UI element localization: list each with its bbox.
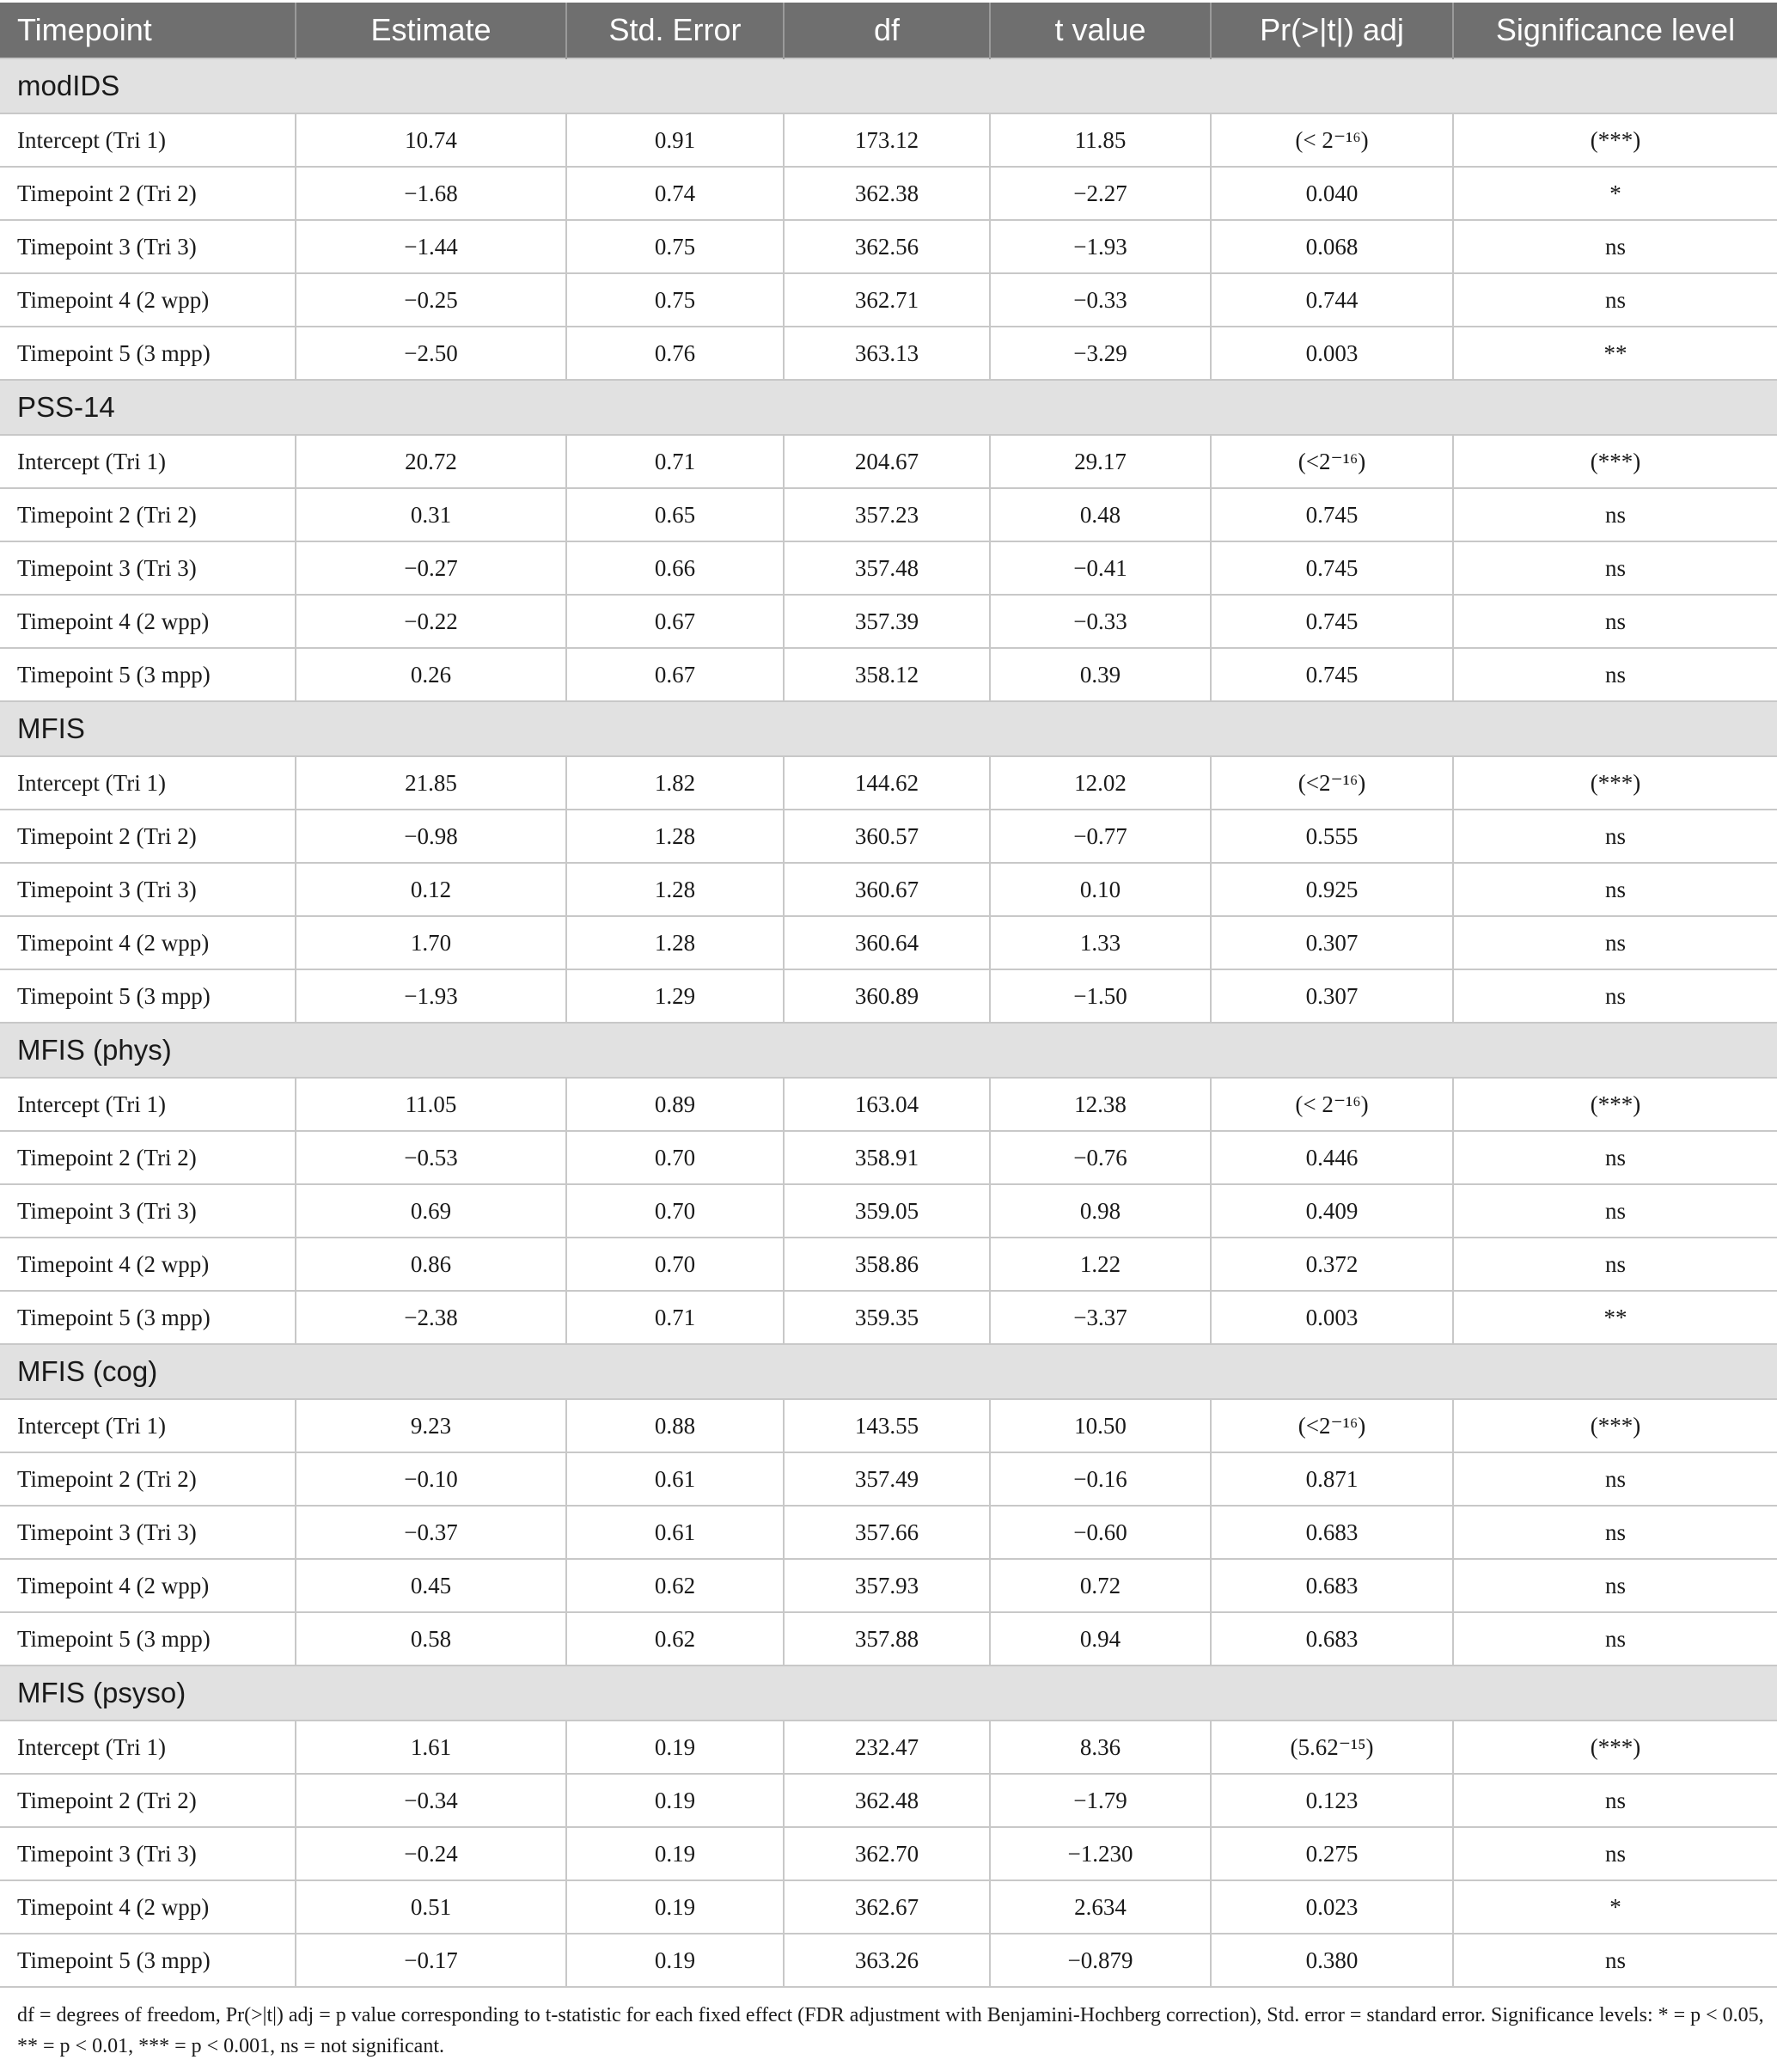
table-row <box>0 916 1777 969</box>
p-adj-cell: 0.123 <box>1211 1774 1453 1827</box>
significance-cell: ns <box>1453 1238 1777 1291</box>
t-value-cell: 8.36 <box>990 1721 1211 1774</box>
estimate-cell: −0.24 <box>296 1827 566 1880</box>
table-row <box>0 1452 1777 1506</box>
significance-cell: ns <box>1453 863 1777 916</box>
section-row <box>0 1344 1777 1399</box>
estimate-cell: 0.31 <box>296 488 566 541</box>
std-error-cell: 0.19 <box>566 1827 784 1880</box>
timepoint-cell: Timepoint 5 (3 mpp) <box>0 1291 296 1344</box>
significance-cell: ** <box>1453 1291 1777 1344</box>
p-adj-cell: 0.003 <box>1211 1291 1453 1344</box>
timepoint-cell: Timepoint 5 (3 mpp) <box>0 969 296 1023</box>
p-adj-cell: 0.925 <box>1211 863 1453 916</box>
table-row <box>0 863 1777 916</box>
estimate-cell: −0.10 <box>296 1452 566 1506</box>
header-row <box>0 3 1777 58</box>
df-cell: 144.62 <box>784 756 990 810</box>
std-error-cell: 0.70 <box>566 1238 784 1291</box>
df-cell: 357.23 <box>784 488 990 541</box>
t-value-cell: 0.72 <box>990 1559 1211 1612</box>
std-error-cell: 0.66 <box>566 541 784 595</box>
estimate-cell: 0.86 <box>296 1238 566 1291</box>
df-cell: 163.04 <box>784 1078 990 1131</box>
p-adj-cell: (< 2⁻¹⁶) <box>1211 1078 1453 1131</box>
table-footnote: df = degrees of freedom, Pr(>|t|) adj = p value corresponding to t-statistic for each fixed effect (FDR adjustment with Benjamini-Hochberg correction), Std. error = standard error. Significance levels: * = p < 0.05, ** = p < 0.01, *** = p < 0.001, ns = not significant. <box>17 2004 1764 2057</box>
df-cell: 360.57 <box>784 810 990 863</box>
estimate-cell: −1.44 <box>296 220 566 273</box>
table-row <box>0 1131 1777 1184</box>
timepoint-cell: Timepoint 5 (3 mpp) <box>0 1934 296 1987</box>
df-cell: 357.39 <box>784 595 990 648</box>
df-cell: 357.48 <box>784 541 990 595</box>
t-value-cell: −0.41 <box>990 541 1211 595</box>
std-error-cell: 1.82 <box>566 756 784 810</box>
table-row <box>0 273 1777 327</box>
p-adj-cell: (< 2⁻¹⁶) <box>1211 113 1453 167</box>
significance-cell: (***) <box>1453 113 1777 167</box>
table-row <box>0 1827 1777 1880</box>
section-row <box>0 58 1777 113</box>
std-error-cell: 1.28 <box>566 810 784 863</box>
t-value-cell: −0.60 <box>990 1506 1211 1559</box>
timepoint-cell: Timepoint 3 (Tri 3) <box>0 1506 296 1559</box>
estimate-cell: −2.38 <box>296 1291 566 1344</box>
t-value-cell: 12.02 <box>990 756 1211 810</box>
table-row <box>0 969 1777 1023</box>
t-value-cell: −0.77 <box>990 810 1211 863</box>
p-adj-cell: 0.023 <box>1211 1880 1453 1934</box>
std-error-cell: 0.65 <box>566 488 784 541</box>
significance-cell: ns <box>1453 220 1777 273</box>
p-adj-cell: 0.446 <box>1211 1131 1453 1184</box>
table-row <box>0 1291 1777 1344</box>
col-header-t-value: t value <box>990 3 1211 58</box>
table-row <box>0 327 1777 380</box>
timepoint-cell: Timepoint 2 (Tri 2) <box>0 1131 296 1184</box>
p-adj-cell: (<2⁻¹⁶) <box>1211 435 1453 488</box>
timepoint-cell: Timepoint 4 (2 wpp) <box>0 273 296 327</box>
section-title: modIDS <box>0 58 1777 113</box>
p-adj-cell: (5.62⁻¹⁵) <box>1211 1721 1453 1774</box>
t-value-cell: −0.33 <box>990 273 1211 327</box>
std-error-cell: 0.19 <box>566 1774 784 1827</box>
df-cell: 357.66 <box>784 1506 990 1559</box>
section-title: PSS-14 <box>0 380 1777 435</box>
section-row <box>0 1023 1777 1078</box>
estimate-cell: 0.45 <box>296 1559 566 1612</box>
std-error-cell: 1.28 <box>566 916 784 969</box>
timepoint-cell: Timepoint 3 (Tri 3) <box>0 1827 296 1880</box>
table-row <box>0 167 1777 220</box>
significance-cell: ns <box>1453 810 1777 863</box>
estimate-cell: −0.25 <box>296 273 566 327</box>
timepoint-cell: Intercept (Tri 1) <box>0 113 296 167</box>
p-adj-cell: 0.744 <box>1211 273 1453 327</box>
col-header-std-error: Std. Error <box>566 3 784 58</box>
table-row <box>0 1078 1777 1131</box>
timepoint-cell: Intercept (Tri 1) <box>0 1078 296 1131</box>
df-cell: 362.71 <box>784 273 990 327</box>
t-value-cell: 1.33 <box>990 916 1211 969</box>
estimate-cell: −0.17 <box>296 1934 566 1987</box>
significance-cell: * <box>1453 167 1777 220</box>
timepoint-cell: Timepoint 4 (2 wpp) <box>0 1559 296 1612</box>
p-adj-cell: 0.409 <box>1211 1184 1453 1238</box>
timepoint-cell: Timepoint 2 (Tri 2) <box>0 167 296 220</box>
t-value-cell: −3.37 <box>990 1291 1211 1344</box>
table-row <box>0 1399 1777 1452</box>
std-error-cell: 0.71 <box>566 1291 784 1344</box>
timepoint-cell: Intercept (Tri 1) <box>0 435 296 488</box>
timepoint-cell: Intercept (Tri 1) <box>0 756 296 810</box>
df-cell: 358.12 <box>784 648 990 701</box>
section-row <box>0 1666 1777 1721</box>
t-value-cell: −0.76 <box>990 1131 1211 1184</box>
df-cell: 362.70 <box>784 1827 990 1880</box>
significance-cell: * <box>1453 1880 1777 1934</box>
std-error-cell: 0.71 <box>566 435 784 488</box>
timepoint-cell: Timepoint 4 (2 wpp) <box>0 1880 296 1934</box>
std-error-cell: 0.62 <box>566 1559 784 1612</box>
estimate-cell: −0.53 <box>296 1131 566 1184</box>
t-value-cell: −1.230 <box>990 1827 1211 1880</box>
significance-cell: (***) <box>1453 756 1777 810</box>
t-value-cell: −0.879 <box>990 1934 1211 1987</box>
col-header-p-adj: Pr(>|t|) adj <box>1211 3 1453 58</box>
significance-cell: ns <box>1453 916 1777 969</box>
std-error-cell: 0.75 <box>566 273 784 327</box>
std-error-cell: 0.62 <box>566 1612 784 1666</box>
significance-cell: (***) <box>1453 1078 1777 1131</box>
p-adj-cell: 0.380 <box>1211 1934 1453 1987</box>
df-cell: 362.38 <box>784 167 990 220</box>
estimate-cell: −1.68 <box>296 167 566 220</box>
significance-cell: ns <box>1453 1934 1777 1987</box>
estimate-cell: 1.70 <box>296 916 566 969</box>
table-row <box>0 435 1777 488</box>
p-adj-cell: 0.745 <box>1211 541 1453 595</box>
timepoint-cell: Timepoint 4 (2 wpp) <box>0 1238 296 1291</box>
table-row <box>0 1506 1777 1559</box>
significance-cell: (***) <box>1453 1721 1777 1774</box>
estimate-cell: −0.27 <box>296 541 566 595</box>
t-value-cell: −2.27 <box>990 167 1211 220</box>
t-value-cell: −0.16 <box>990 1452 1211 1506</box>
df-cell: 358.86 <box>784 1238 990 1291</box>
df-cell: 232.47 <box>784 1721 990 1774</box>
significance-cell: ns <box>1453 541 1777 595</box>
timepoint-cell: Timepoint 2 (Tri 2) <box>0 488 296 541</box>
estimate-cell: 0.26 <box>296 648 566 701</box>
table-row <box>0 595 1777 648</box>
p-adj-cell: 0.372 <box>1211 1238 1453 1291</box>
timepoint-cell: Timepoint 3 (Tri 3) <box>0 1184 296 1238</box>
df-cell: 357.49 <box>784 1452 990 1506</box>
t-value-cell: 0.98 <box>990 1184 1211 1238</box>
t-value-cell: −0.33 <box>990 595 1211 648</box>
p-adj-cell: 0.745 <box>1211 488 1453 541</box>
estimate-cell: 0.58 <box>296 1612 566 1666</box>
significance-cell: ns <box>1453 1452 1777 1506</box>
t-value-cell: 10.50 <box>990 1399 1211 1452</box>
significance-cell: (***) <box>1453 1399 1777 1452</box>
t-value-cell: 2.634 <box>990 1880 1211 1934</box>
std-error-cell: 1.28 <box>566 863 784 916</box>
p-adj-cell: 0.683 <box>1211 1612 1453 1666</box>
df-cell: 359.05 <box>784 1184 990 1238</box>
section-title: MFIS (phys) <box>0 1023 1777 1078</box>
table-row <box>0 1934 1777 1987</box>
p-adj-cell: (<2⁻¹⁶) <box>1211 1399 1453 1452</box>
estimate-cell: −0.22 <box>296 595 566 648</box>
t-value-cell: 11.85 <box>990 113 1211 167</box>
table-row <box>0 541 1777 595</box>
table-header <box>0 3 1777 58</box>
df-cell: 204.67 <box>784 435 990 488</box>
timepoint-cell: Intercept (Tri 1) <box>0 1721 296 1774</box>
df-cell: 359.35 <box>784 1291 990 1344</box>
col-header-timepoint: Timepoint <box>0 3 296 58</box>
df-cell: 358.91 <box>784 1131 990 1184</box>
std-error-cell: 0.19 <box>566 1880 784 1934</box>
estimate-cell: 20.72 <box>296 435 566 488</box>
df-cell: 363.13 <box>784 327 990 380</box>
table-row <box>0 1774 1777 1827</box>
p-adj-cell: 0.871 <box>1211 1452 1453 1506</box>
significance-cell: ns <box>1453 1774 1777 1827</box>
estimate-cell: −0.37 <box>296 1506 566 1559</box>
p-adj-cell: 0.275 <box>1211 1827 1453 1880</box>
estimate-cell: 11.05 <box>296 1078 566 1131</box>
p-adj-cell: 0.307 <box>1211 969 1453 1023</box>
p-adj-cell: 0.307 <box>1211 916 1453 969</box>
results-table <box>0 3 1777 1988</box>
timepoint-cell: Timepoint 4 (2 wpp) <box>0 595 296 648</box>
t-value-cell: −1.93 <box>990 220 1211 273</box>
t-value-cell: 0.39 <box>990 648 1211 701</box>
df-cell: 357.88 <box>784 1612 990 1666</box>
p-adj-cell: 0.683 <box>1211 1559 1453 1612</box>
col-header-estimate: Estimate <box>296 3 566 58</box>
timepoint-cell: Intercept (Tri 1) <box>0 1399 296 1452</box>
estimate-cell: 21.85 <box>296 756 566 810</box>
table-body <box>0 58 1777 1987</box>
timepoint-cell: Timepoint 2 (Tri 2) <box>0 810 296 863</box>
table-row <box>0 1612 1777 1666</box>
significance-cell: ns <box>1453 1184 1777 1238</box>
std-error-cell: 0.67 <box>566 648 784 701</box>
significance-cell: ns <box>1453 273 1777 327</box>
table-row <box>0 220 1777 273</box>
significance-cell: ns <box>1453 1131 1777 1184</box>
p-adj-cell: 0.745 <box>1211 595 1453 648</box>
timepoint-cell: Timepoint 3 (Tri 3) <box>0 220 296 273</box>
t-value-cell: −3.29 <box>990 327 1211 380</box>
std-error-cell: 0.75 <box>566 220 784 273</box>
std-error-cell: 0.88 <box>566 1399 784 1452</box>
section-row <box>0 380 1777 435</box>
estimate-cell: 9.23 <box>296 1399 566 1452</box>
significance-cell: ns <box>1453 648 1777 701</box>
estimate-cell: −1.93 <box>296 969 566 1023</box>
std-error-cell: 0.61 <box>566 1452 784 1506</box>
t-value-cell: 0.10 <box>990 863 1211 916</box>
std-error-cell: 0.91 <box>566 113 784 167</box>
t-value-cell: −1.50 <box>990 969 1211 1023</box>
t-value-cell: 12.38 <box>990 1078 1211 1131</box>
section-title: MFIS (cog) <box>0 1344 1777 1399</box>
estimate-cell: −2.50 <box>296 327 566 380</box>
std-error-cell: 0.19 <box>566 1721 784 1774</box>
std-error-cell: 0.74 <box>566 167 784 220</box>
df-cell: 357.93 <box>784 1559 990 1612</box>
std-error-cell: 0.70 <box>566 1131 784 1184</box>
significance-cell: ns <box>1453 1506 1777 1559</box>
df-cell: 362.56 <box>784 220 990 273</box>
table-row <box>0 488 1777 541</box>
df-cell: 362.48 <box>784 1774 990 1827</box>
significance-cell: (***) <box>1453 435 1777 488</box>
std-error-cell: 0.67 <box>566 595 784 648</box>
timepoint-cell: Timepoint 3 (Tri 3) <box>0 863 296 916</box>
table-row <box>0 1880 1777 1934</box>
std-error-cell: 1.29 <box>566 969 784 1023</box>
significance-cell: ns <box>1453 1827 1777 1880</box>
t-value-cell: 0.94 <box>990 1612 1211 1666</box>
significance-cell: ns <box>1453 1559 1777 1612</box>
p-adj-cell: 0.003 <box>1211 327 1453 380</box>
table-row <box>0 113 1777 167</box>
timepoint-cell: Timepoint 3 (Tri 3) <box>0 541 296 595</box>
timepoint-cell: Timepoint 5 (3 mpp) <box>0 648 296 701</box>
section-title: MFIS <box>0 701 1777 756</box>
timepoint-cell: Timepoint 4 (2 wpp) <box>0 916 296 969</box>
df-cell: 363.26 <box>784 1934 990 1987</box>
significance-cell: ** <box>1453 327 1777 380</box>
timepoint-cell: Timepoint 5 (3 mpp) <box>0 1612 296 1666</box>
table-row <box>0 756 1777 810</box>
df-cell: 362.67 <box>784 1880 990 1934</box>
p-adj-cell: 0.683 <box>1211 1506 1453 1559</box>
section-title: MFIS (psyso) <box>0 1666 1777 1721</box>
estimate-cell: −0.98 <box>296 810 566 863</box>
table-row <box>0 1721 1777 1774</box>
df-cell: 360.67 <box>784 863 990 916</box>
t-value-cell: 1.22 <box>990 1238 1211 1291</box>
table-row <box>0 648 1777 701</box>
significance-cell: ns <box>1453 488 1777 541</box>
estimate-cell: 0.69 <box>296 1184 566 1238</box>
timepoint-cell: Timepoint 5 (3 mpp) <box>0 327 296 380</box>
table-row <box>0 1238 1777 1291</box>
significance-cell: ns <box>1453 969 1777 1023</box>
estimate-cell: 0.12 <box>296 863 566 916</box>
timepoint-cell: Timepoint 2 (Tri 2) <box>0 1774 296 1827</box>
table-row <box>0 810 1777 863</box>
p-adj-cell: 0.555 <box>1211 810 1453 863</box>
std-error-cell: 0.61 <box>566 1506 784 1559</box>
estimate-cell: 0.51 <box>296 1880 566 1934</box>
df-cell: 143.55 <box>784 1399 990 1452</box>
estimate-cell: 1.61 <box>296 1721 566 1774</box>
t-value-cell: −1.79 <box>990 1774 1211 1827</box>
section-row <box>0 701 1777 756</box>
std-error-cell: 0.89 <box>566 1078 784 1131</box>
std-error-cell: 0.70 <box>566 1184 784 1238</box>
std-error-cell: 0.19 <box>566 1934 784 1987</box>
col-header-significance: Significance level <box>1453 3 1777 58</box>
significance-cell: ns <box>1453 595 1777 648</box>
estimate-cell: 10.74 <box>296 113 566 167</box>
table-row <box>0 1559 1777 1612</box>
df-cell: 360.89 <box>784 969 990 1023</box>
std-error-cell: 0.76 <box>566 327 784 380</box>
p-adj-cell: (<2⁻¹⁶) <box>1211 756 1453 810</box>
p-adj-cell: 0.040 <box>1211 167 1453 220</box>
p-adj-cell: 0.068 <box>1211 220 1453 273</box>
significance-cell: ns <box>1453 1612 1777 1666</box>
t-value-cell: 0.48 <box>990 488 1211 541</box>
df-cell: 173.12 <box>784 113 990 167</box>
p-adj-cell: 0.745 <box>1211 648 1453 701</box>
estimate-cell: −0.34 <box>296 1774 566 1827</box>
timepoint-cell: Timepoint 2 (Tri 2) <box>0 1452 296 1506</box>
table-row <box>0 1184 1777 1238</box>
df-cell: 360.64 <box>784 916 990 969</box>
col-header-df: df <box>784 3 990 58</box>
t-value-cell: 29.17 <box>990 435 1211 488</box>
